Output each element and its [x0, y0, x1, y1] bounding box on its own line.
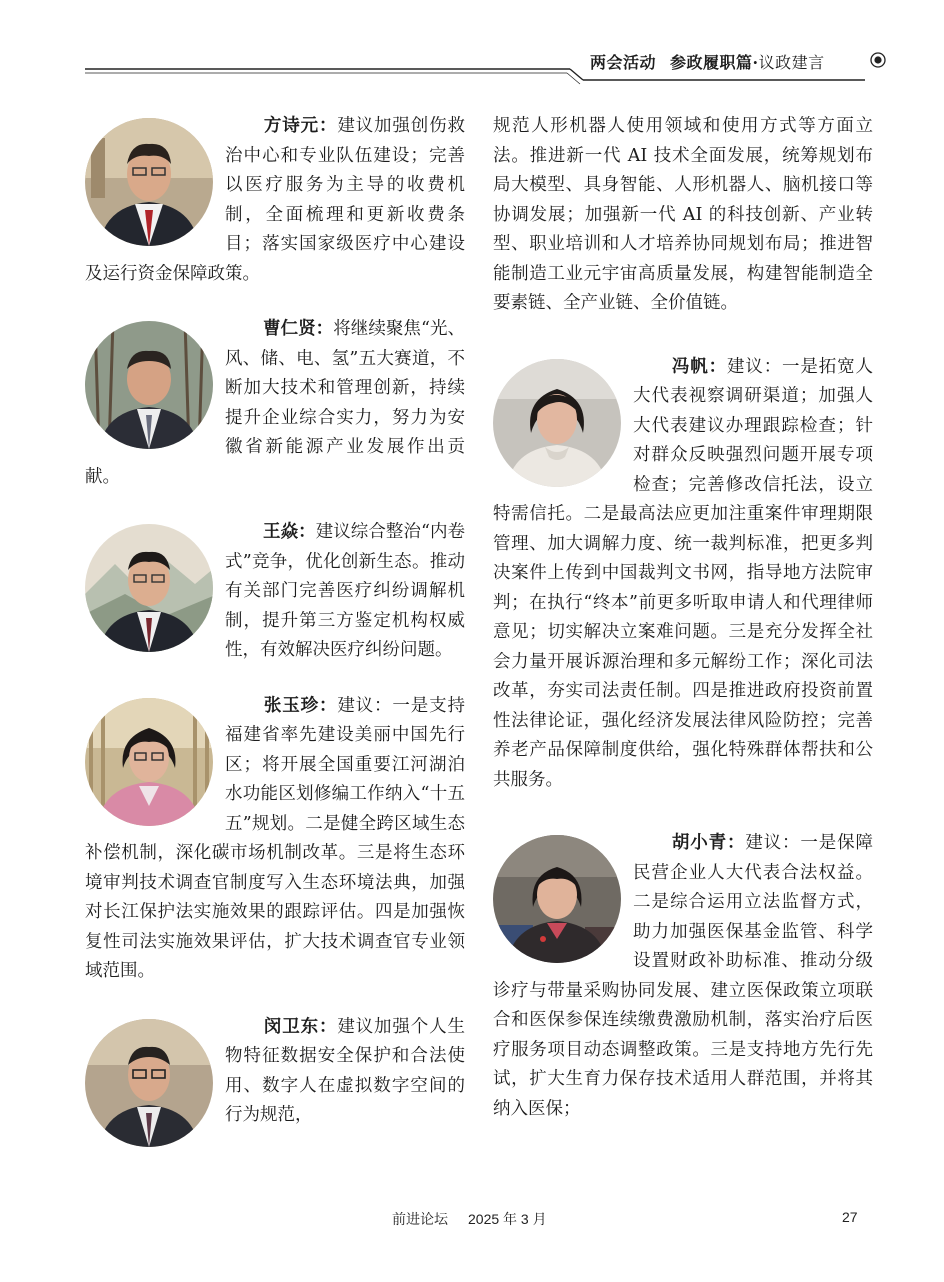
left-column: [85, 112, 465, 1157]
portrait-photo: [493, 835, 621, 963]
portrait-photo: [85, 321, 213, 449]
entry-text: 建议：一是支持福建省率先建设美丽中国先行区；将开展全国重要江河湖泊水功能区划修编工作纳入“十五五”规划。二是健全跨区域生态补偿机制，深化碳市场机制改革。三是将生态环境审判技术调查官制度写入生态环境法典，加强对长江保护法实施效果的跟踪评估。四是加强恢复性司法实施效果评估，扩大技术调查官专业领域范围。: [85, 695, 466, 981]
header-section: 两会活动: [590, 53, 657, 72]
entry-feng-fan: [493, 353, 873, 796]
page-number: 27: [842, 1209, 858, 1225]
speaker-name: 曹仁贤：: [263, 319, 334, 339]
header-title: [590, 50, 825, 73]
entry-text: 建议：一是保障民营企业人大代表合法权益。二是综合运用立法监督方式，助力加强医保基金监管、科学设置财政补助标准、推动分级诊疗与带量采购协同发展、建立医保政策立项联合和医保参保连续缴费激励机制，落实治疗后医疗服务项目动态调整政策。三是支持地方先行先试，扩大生育力保存技术适用人群范围，并将其纳入医保；: [493, 833, 874, 1119]
entry-min-weidong: [85, 1013, 465, 1131]
header-separator: ·: [752, 53, 759, 72]
header-subcolumn: 议政建言: [758, 53, 825, 72]
entry-text: 将继续聚焦“光、风、储、电、氢”五大赛道，不断加大技术和管理创新，持续提升企业综合实力，努力为安徽省新能源产业发展作出贡献。: [85, 319, 465, 487]
header-column: 参政履职篇: [670, 53, 753, 72]
speaker-name: 张玉珍：: [263, 695, 338, 716]
speaker-name: 胡小青：: [671, 833, 746, 853]
entry-cao-renxian: [85, 315, 465, 492]
portrait-photo: [85, 524, 213, 652]
portrait-photo: [493, 359, 621, 487]
header-rule: [0, 0, 944, 90]
footer-date: 2025 年 3 月: [468, 1211, 547, 1227]
speaker-name: 冯帆：: [671, 356, 727, 377]
entry-wang-yan: [85, 518, 465, 666]
portrait-photo: [85, 1019, 213, 1147]
right-column: [493, 112, 873, 1150]
entry-text: 建议加强个人生物特征数据安全保护和合法使用、数字人在虚拟数字空间的行为规范，: [225, 1016, 466, 1125]
entry-text: 建议综合整治“内卷式”竞争，优化创新生态。推动有关部门完善医疗纠纷调解机制，提升第三方鉴定机构权威性，有效解决医疗纠纷问题。: [225, 522, 465, 660]
portrait-photo: [85, 698, 213, 826]
speaker-name: 方诗元：: [263, 116, 338, 136]
entry-zhang-yuzhen: [85, 692, 465, 987]
entry-text: 建议：一是拓宽人大代表视察调研渠道；加强人大代表建议办理跟踪检查；针对群众反映强烈问题开展专项检查；完善修改信托法，设立特需信托。二是最高法应更加注重案件审理期限管理、加大调解力度、统一裁判标准，把更多判决案件上传到中国裁判文书网，指导地方法院审判；在执行“终本”前更多听取申请人和代理律师意见；切实解决立案难问题。三是充分发挥全社会力量开展诉源治理和多元解纷工作；深化司法改革，夯实司法责任制。四是推进政府投资前置性法律论证，强化经济发展法律风险防控；完善养老产品保障制度供给，强化特殊群体帮扶和公共服务。: [493, 356, 874, 790]
entry-continuation: [493, 112, 873, 319]
target-bullet-icon: [870, 52, 886, 68]
entry-text: 建议加强创伤救治中心和专业队伍建设；完善以医疗服务为主导的收费机制，全面梳理和更新收费条目；落实国家级医疗中心建设及运行资金保障政策。: [85, 116, 466, 284]
continuation-text: 规范人形机器人使用领域和使用方式等方面立法。推进新一代 AI 技术全面发展，统筹规划布局大模型、具身智能、人形机器人、脑机接口等协调发展；加强新一代 AI 的科技创新、产业转型、职业培训和人才培养协同规划布局；推进智能制造工业元宇宙高质量发展，构建智能制造全要素链、全产业链、全价值链。: [493, 116, 873, 313]
entry-fang-shiyuan: [85, 112, 465, 289]
portrait-photo: [85, 118, 213, 246]
speaker-name: 闵卫东：: [263, 1016, 338, 1037]
entry-hu-xiaoqing: [493, 829, 873, 1124]
footer-magazine: 前进论坛: [392, 1211, 448, 1227]
speaker-name: 王焱：: [263, 522, 316, 542]
